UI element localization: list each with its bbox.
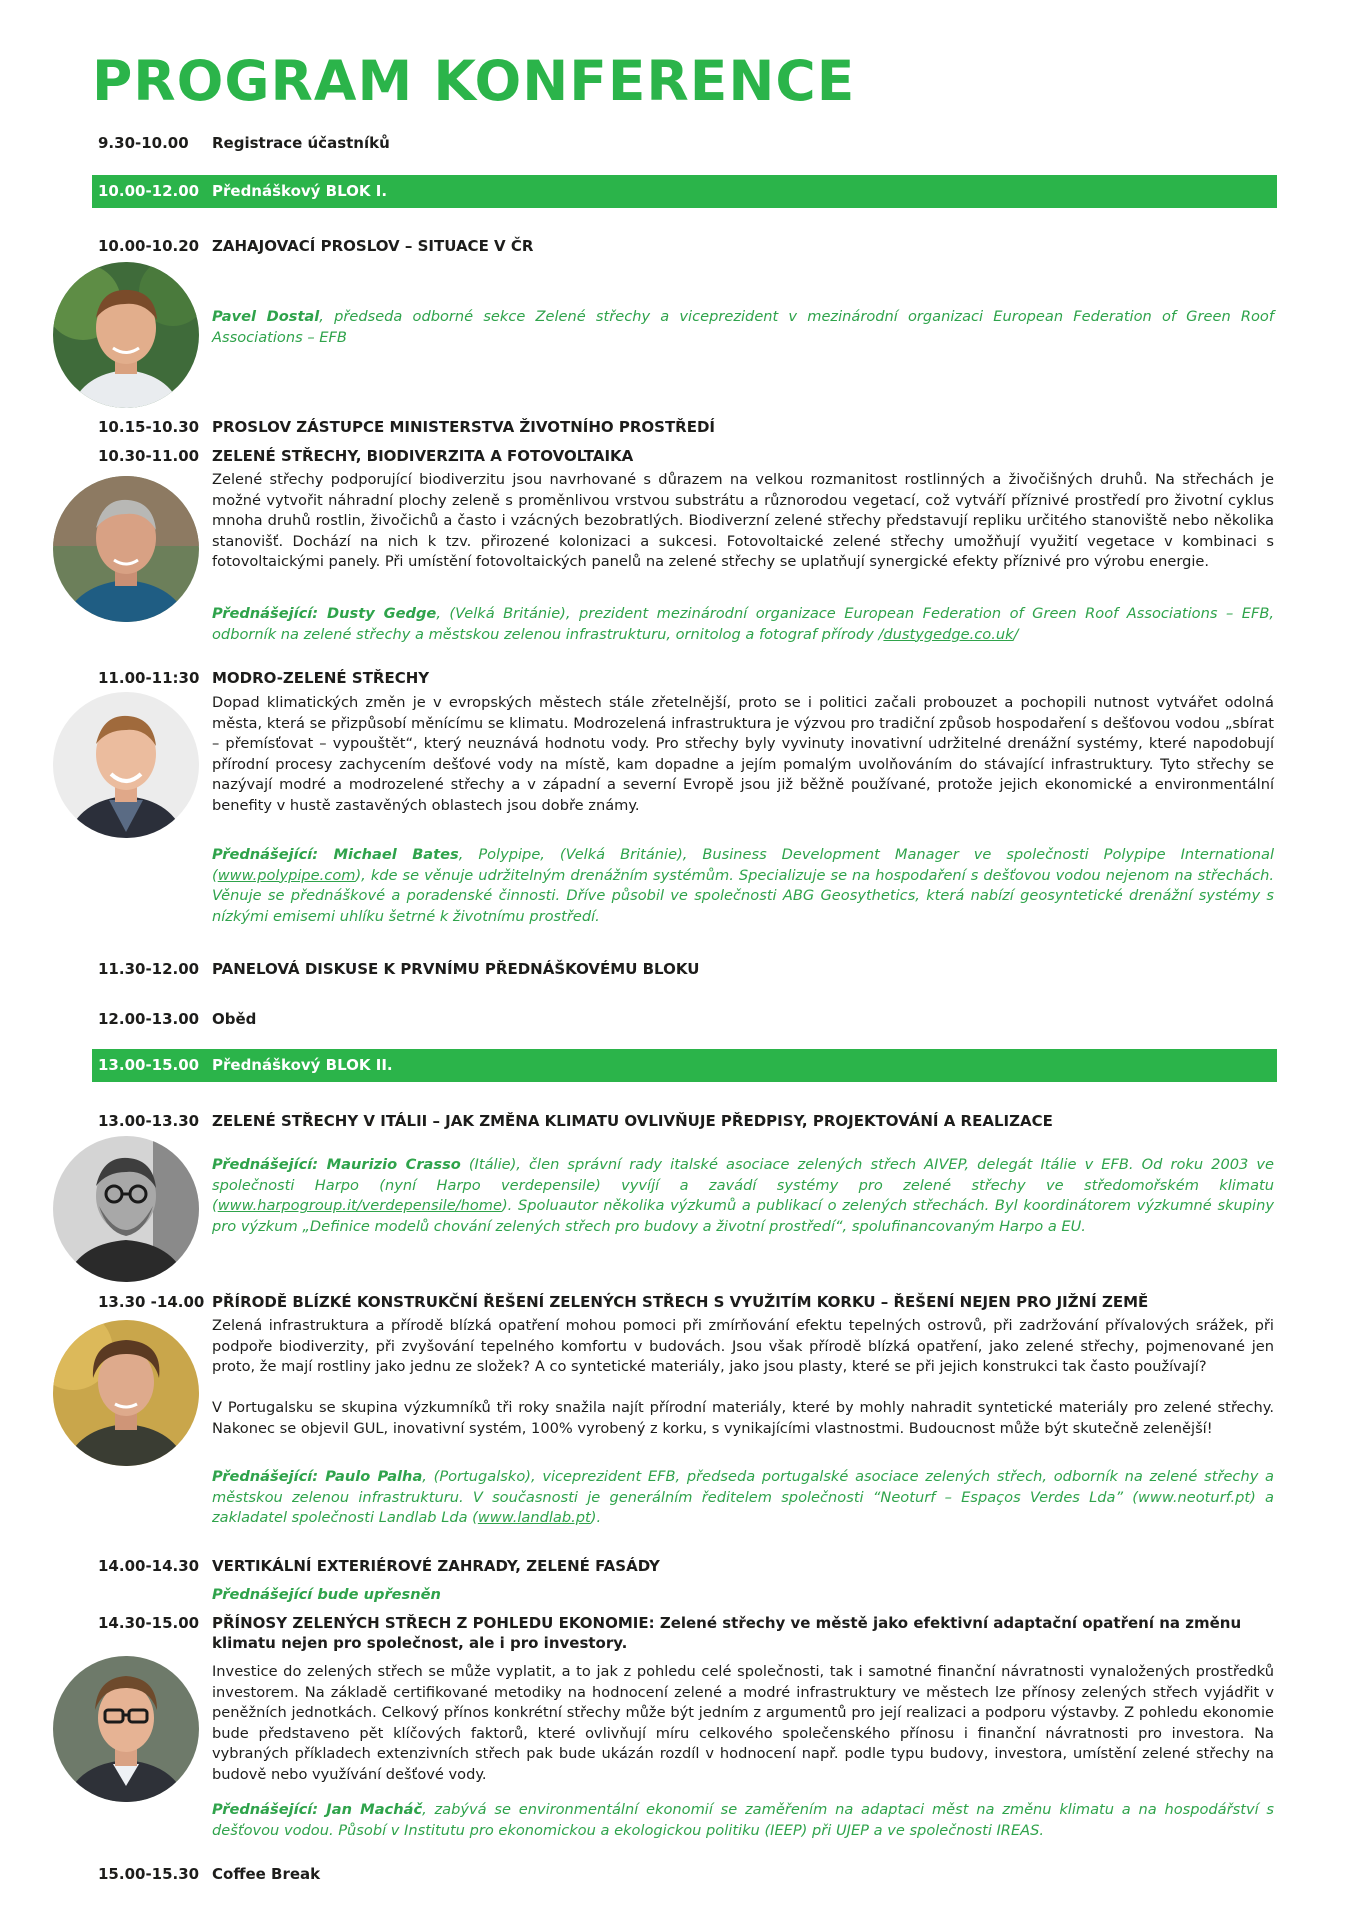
block-time: 13.00-15.00 bbox=[98, 1056, 200, 1074]
session-time: 15.00-15.30 bbox=[98, 1865, 200, 1883]
session-title: VERTIKÁLNÍ EXTERIÉROVÉ ZAHRADY, ZELENÉ FASÁDY bbox=[212, 1557, 660, 1575]
speaker-photo-pavel-dostal bbox=[53, 262, 199, 408]
session-title: ZAHAJOVACÍ PROSLOV – SITUACE V ČR bbox=[212, 237, 534, 255]
speaker-photo-maurizio-crasso bbox=[53, 1136, 199, 1282]
session-time: 11.00-11:30 bbox=[98, 669, 200, 687]
speaker-info: Přednášející: Michael Bates, Polypipe, (Velká Británie), Business Development Manager ve společnosti Polypipe International (www.polypipe.com), kde se věnuje udržitelným drenážním systémům. Specializuje se na hospodaření s dešťovou vodou nejenom na střechách. Věnuje se přednáškové a poradenské činnosti. Dříve působil ve společnosti ABG Geosythetics, která nabízí geosyntetické drenážní systémy s nízkými emisemi uhlíku šetrné k životnímu prostředí. bbox=[212, 846, 1274, 925]
session-title: ZELENÉ STŘECHY V ITÁLII – JAK ZMĚNA KLIMATU OVLIVŇUJE PŘEDPISY, PROJEKTOVÁNÍ A REALIZACE bbox=[212, 1112, 1053, 1130]
speaker-photo-paulo-palha bbox=[53, 1320, 199, 1466]
session-description: Investice do zelených střech se může vyplatit, a to jak z pohledu celé společnosti, tak i samotné finanční návratnosti vynaložených prostředků investorem. Na základě certifikované metodiky na hodnocení zelené a modré infrastruktury ve městech lze přínosy zelených střech vyjádřit v peněžních jednotkách. Celkový přínos konkrétní střechy může být jedním z argumentů pro její realizaci a podporu výstavby. Z pohledu ekonomie bude představeno pět klíčových faktorů, které ovlivňují míru celkového společenského přínosu i finanční návratnosti pro investora. Na vybraných příkladech extenzivních střech pak bude ukázán rozdíl v hodnocení např. podle typu budovy, investora, umístění zelené střechy na budově nebo využívání dešťové vody. bbox=[212, 1663, 1274, 1783]
session-time: 14.30-15.00 bbox=[98, 1614, 200, 1632]
speaker-photo-jan-machac bbox=[53, 1656, 199, 1802]
session-time: 14.00-14.30 bbox=[98, 1557, 200, 1575]
session-title: MODRO-ZELENÉ STŘECHY bbox=[212, 669, 430, 687]
speaker-info: Pavel Dostal, předseda odborné sekce Zelené střechy a viceprezident v mezinárodní organizaci European Federation of Green Roof Associations – EFB bbox=[212, 308, 1274, 346]
session-title: PŘÍRODĚ BLÍZKÉ KONSTRUKČNÍ ŘEŠENÍ ZELENÝCH STŘECH S VYUŽITÍM KORKU – ŘEŠENÍ NEJEN PRO JIŽNÍ ZEMĚ bbox=[212, 1293, 1149, 1311]
block-time: 10.00-12.00 bbox=[98, 182, 200, 200]
session-title: PROSLOV ZÁSTUPCE MINISTERSTVA ŽIVOTNÍHO PROSTŘEDÍ bbox=[212, 418, 716, 436]
speaker-website-link[interactable]: www.polypipe.com bbox=[217, 866, 356, 884]
session-description: Zelená infrastruktura a přírodě blízká opatření mohou pomoci při zmírňování efektu tepelných ostrovů, při zadržování přívalových srážek, při podpoře biodiverzity, při zvyšování tepelného komfortu v budovách. Jsou však přírodě blízká opatření, jako zelené střechy, pojmenované jen proto, že mají rostliny jako jednu ze složek? A co syntetické materiály, jako jsou plasty, které se při jejich konstrukci tak často používají? bbox=[212, 1317, 1274, 1376]
block-header-2 bbox=[92, 1049, 1277, 1082]
session-time: 13.30 -14.00 bbox=[98, 1293, 205, 1311]
speaker-info: Přednášející bude upřesněn bbox=[212, 1586, 441, 1603]
session-title: Oběd bbox=[212, 1010, 257, 1028]
session-title: PANELOVÁ DISKUSE K PRVNÍMU PŘEDNÁŠKOVÉMU BLOKU bbox=[212, 960, 700, 978]
session-time: 11.30-12.00 bbox=[98, 960, 200, 978]
session-time: 12.00-13.00 bbox=[98, 1010, 200, 1028]
speaker-info: Přednášející: Jan Macháč, zabývá se environmentální ekonomií se zaměřením na adaptaci měst na změnu klimatu a na hospodářství s dešťovou vodou. Působí v Institutu pro ekonomickou a ekologickou politiku (IEEP) při UJEP a ve společnosti IREAS. bbox=[212, 1801, 1275, 1839]
speaker-website-link[interactable]: www.landlab.pt bbox=[477, 1509, 591, 1527]
speaker-info: Přednášející: Paulo Palha, (Portugalsko), viceprezident EFB, předseda portugalské asociace zelených střech, odborník na zelené střechy a městskou zelenou infrastrukturu. V současnosti je generálním ředitelem společnosti “Neoturf – Espaços Verdes Lda” (www.neoturf.pt) a zakladatel společnosti Landlab Lda (www.landlab.pt). bbox=[212, 1468, 1274, 1527]
speaker-info: Přednášející: Maurizio Crasso (Itálie), člen správní rady italské asociace zelených střech AIVEP, delegát Itálie v EFB. Od roku 2003 ve společnosti Harpo (nyní Harpo verdepensile) vyvíjí a zavádí systémy pro zelené střechy ve středomořském klimatu (www.harpogroup.it/verdepensile/home). Spoluautor několika výzkumů a publikací o zelených střechách. Byl koordinátorem výzkumné skupiny pro výzkum „Definice modelů chování zelených střech pro budovy a životní prostředí“, spolufinancovaným Harpo a EU. bbox=[212, 1156, 1274, 1235]
session-title: PŘÍNOSY ZELENÝCH STŘECH Z POHLEDU EKONOMIE: Zelené střechy ve městě jako efektivní adaptační opatření na změnu klimatu nejen pro společnost, ale i pro investory. bbox=[212, 1614, 1242, 1652]
page-title: PROGRAM KONFERENCE bbox=[92, 49, 856, 113]
block-label: Přednáškový BLOK I. bbox=[212, 182, 388, 200]
block-header-1 bbox=[92, 175, 1277, 208]
speaker-photo-michael-bates bbox=[53, 692, 199, 838]
session-time: 13.00-13.30 bbox=[98, 1112, 200, 1130]
block-label: Přednáškový BLOK II. bbox=[212, 1056, 393, 1074]
speaker-info: Přednášející: Dusty Gedge, (Velká Británie), prezident mezinárodní organizace European Federation of Green Roof Associations – EFB, odborník na zelené střechy a městskou zelenou infrastrukturu, ornitolog a fotograf přírody /dustygedge.co.uk/ bbox=[212, 605, 1274, 643]
session-time: 10.00-10.20 bbox=[98, 237, 200, 255]
session-time: 10.30-11.00 bbox=[98, 447, 200, 465]
session-title: Registrace účastníků bbox=[212, 134, 390, 152]
session-title: Coffee Break bbox=[212, 1865, 321, 1883]
speaker-website-link[interactable]: dustygedge.co.uk bbox=[883, 625, 1014, 643]
session-description: Zelené střechy podporující biodiverzitu jsou navrhované s důrazem na velkou rozmanitost rostlinných a živočišných druhů. Na střechách je možné vytvořit náhradní plochy zeleně s proměnlivou vrstvou substrátu a různorodou vegetací, což vytváří příznivé prostředí pro životní cyklus mnoha druhů rostlin, živočichů a často i vzácných bezobratlých. Biodiverzní zelené střechy představují repliku určitého stanoviště nebo několika stanovišť. Dochází na nich k tzv. přirozené kolonizaci a sukcesi. Fotovoltaické zelené střechy umožňují využití vegetace v kombinaci s fotovoltaickými panely. Při umístění fotovoltaických panelů na zelené střechy se uplatňují synergické efekty příznivé pro výrobu energie. bbox=[212, 471, 1274, 571]
session-description: V Portugalsku se skupina výzkumníků tři roky snažila najít přírodní materiály, které by mohly nahradit syntetické materiály pro zelené střechy. Nakonec se objevil GUL, inovativní systém, 100% vyrobený z korku, s vynikajícími vlastnostmi. Budoucnost může být skutečně zelenější! bbox=[212, 1399, 1274, 1437]
session-description: Dopad klimatických změn je v evropských městech stále zřetelnější, proto se i politici začali probouzet a pochopili nutnost vytvářet odolná města, která se přizpůsobí měnícímu se klimatu. Modrozelená infrastruktura je výzvou pro tradiční způsob hospodaření s dešťovou vodou „sbírat – přemísťovat – vypouštět“, který neuznává hodnotu vody. Pro střechy byly vyvinuty inovativní udržitelné drenážní systémy, které napodobují přírodní procesy zachycením dešťové vody na místě, kam dopadne a jejím pomalým uvolňováním do stávající infrastruktury. Tyto střechy se nazývají modré a modrozelené střechy a v západní a severní Evropě jsou již běžně používané, protože jejich ekonomické a environmentální benefity v hustě zastavěných oblastech jsou dobře známy. bbox=[212, 694, 1274, 814]
speaker-website-link[interactable]: www.harpogroup.it/verdepensile/home bbox=[217, 1197, 502, 1215]
speaker-photo-dusty-gedge bbox=[53, 476, 199, 622]
session-title: ZELENÉ STŘECHY, BIODIVERZITA A FOTOVOLTAIKA bbox=[212, 447, 634, 465]
session-time: 9.30-10.00 bbox=[98, 134, 189, 152]
session-time: 10.15-10.30 bbox=[98, 418, 200, 436]
